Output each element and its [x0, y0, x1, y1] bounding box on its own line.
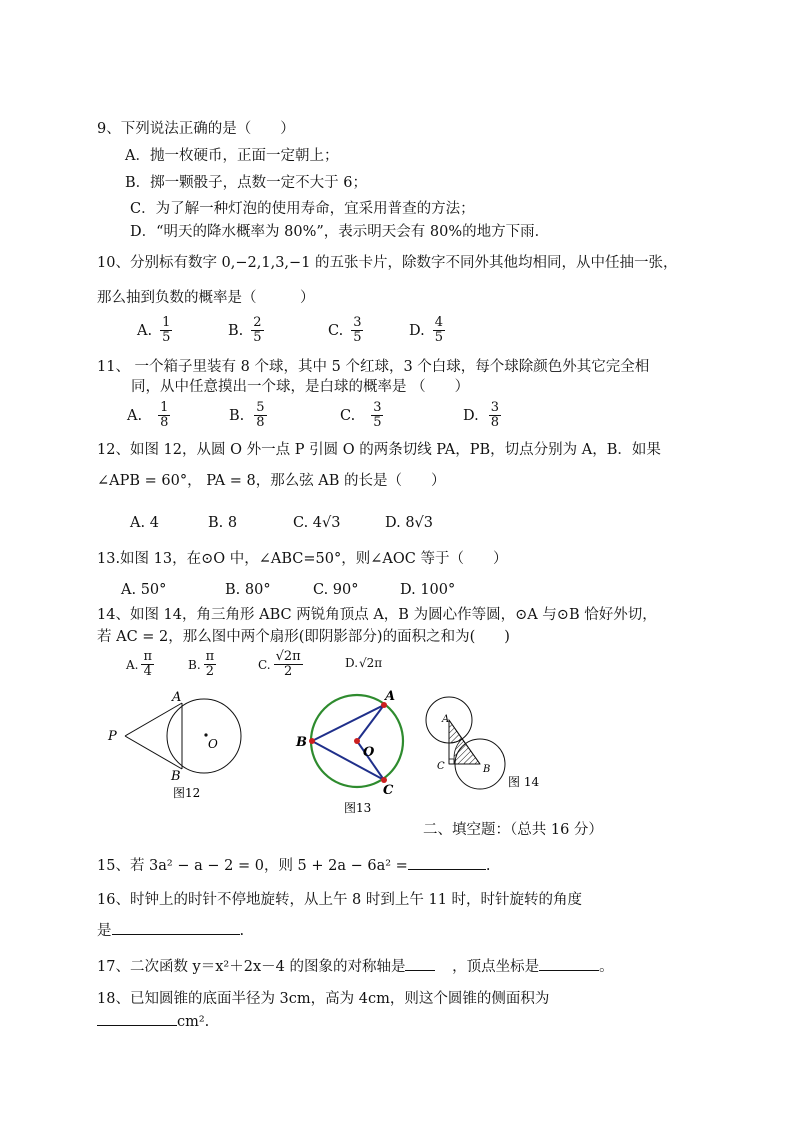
q11-stem-1: 11、 一个箱子里装有 8 个球，其中 5 个红球，3 个白球，每个球除颜色外其它完全相	[97, 359, 650, 375]
fig12-tangent-pa	[125, 703, 182, 736]
q14-option-d: D. √2π	[345, 656, 383, 670]
q10-stem-1: 10、分别标有数字 0,−2,1,3,−1 的五张卡片，除数字不同外其他均相同，从中任抽一张，	[97, 255, 678, 271]
fig14-label-a: A	[442, 714, 450, 725]
fig12-label-b: B	[171, 769, 181, 784]
q12-option-c: C. 4√3	[293, 515, 341, 531]
q11-option-d: D. $\frac{3}{8}$	[463, 400, 499, 430]
fig13-label-o: O	[363, 745, 375, 760]
fig13-caption: 图13	[344, 801, 372, 815]
q9-stem: 9、下列说法正确的是（ ）	[97, 121, 295, 137]
fig13-label-c: C	[383, 783, 394, 798]
q10-option-b: B. $\frac{2}{5}$	[228, 315, 262, 345]
q12-option-b: B. 8	[208, 515, 238, 531]
q9-option-c: C．为了解一种灯泡的使用寿命，宜采用普查的方法；	[130, 201, 475, 217]
q12-option-a: A. 4	[130, 515, 159, 531]
q14-option-b: B. $\frac{\pi}{2}$	[188, 649, 215, 679]
q13-stem: 13.如图 13，在⊙O 中，∠ABC=50°，则∠AOC 等于（ ）	[97, 551, 508, 567]
fig14-label-b: B	[483, 764, 491, 775]
q13-option-d: D. 100°	[400, 582, 456, 598]
fig12-label-a: A	[172, 690, 182, 705]
q14-option-a: A. $\frac{\pi}{4}$	[126, 649, 153, 679]
q16-line-2: 是 .	[97, 923, 245, 939]
q18-blank[interactable]	[97, 1025, 177, 1026]
q10-option-c: C. $\frac{3}{5}$	[328, 315, 362, 345]
q11-option-c: C. $\frac{3}{5}$	[340, 400, 382, 430]
fig13-label-a: A	[385, 689, 396, 704]
section-2-heading: 二、填空题：（总共 16 分）	[423, 822, 603, 838]
fig14-label-c: C	[437, 761, 445, 772]
q10-option-a: A. $\frac{1}{5}$	[137, 315, 171, 345]
fig12-label-o: O	[208, 737, 218, 751]
fig14-right-angle	[449, 759, 454, 764]
q14-option-c: C. $\frac{√2\pi}{2}$	[258, 649, 301, 679]
fig13-point-o	[354, 738, 360, 744]
q9-option-b: B．掷一颗骰子，点数一定不大于 6；	[125, 175, 367, 191]
fig12-tangent-pb	[125, 736, 182, 769]
q9-option-d: D．“明天的降水概率为 80%”，表示明天会有 80%的地方下雨．	[130, 224, 550, 240]
q13-option-b: B. 80°	[225, 582, 271, 598]
q18-line-1: 18、已知圆锥的底面半径为 3cm，高为 4cm，则这个圆锥的侧面积为	[97, 991, 550, 1007]
q11-stem-2: 同，从中任意摸出一个球，是白球的概率是 （ ）	[131, 379, 470, 395]
q10-stem-2: 那么抽到负数的概率是（ ）	[97, 290, 315, 306]
q12-stem-2: ∠APB = 60°， PA = 8，那么弦 AB 的长是（ ）	[97, 473, 446, 489]
q14-stem-2: 若 AC = 2，那么图中两个扇形(即阴影部分)的面积之和为( )	[97, 629, 510, 645]
q14-stem-1: 14、如图 14，角三角形 ABC 两锐角顶点 A，B 为圆心作等圆，⊙A 与⊙B 恰好外切，	[97, 607, 657, 623]
q16-blank[interactable]	[112, 934, 240, 935]
fig13-label-b: B	[296, 735, 307, 750]
q17: 17、二次函数 y＝x²＋2x－4 的图象的对称轴是 ，顶点坐标是 。	[97, 959, 614, 975]
q17-blank-vertex[interactable]	[539, 970, 599, 971]
q15-blank[interactable]	[408, 869, 486, 870]
q11-option-b: B. $\frac{5}{8}$	[229, 400, 265, 430]
q10-option-d: D. $\frac{4}{5}$	[409, 315, 443, 345]
q17-blank-axis[interactable]	[405, 970, 435, 971]
fig12-circle	[167, 699, 241, 773]
fig13-side-oa	[357, 705, 384, 741]
q18-line-2: cm².	[97, 1012, 209, 1032]
fig12-caption: 图12	[173, 786, 201, 800]
figure-14	[418, 696, 548, 796]
q13-option-a: A. 50°	[121, 582, 167, 598]
q12-stem-1: 12、如图 12，从圆 O 外一点 P 引圆 O 的两条切线 PA，PB，切点分别为 A，B．如果	[97, 442, 661, 458]
q9-option-a: A．抛一枚硬币，正面一定朝上；	[125, 148, 339, 164]
q15: 15、若 3a² − a − 2 = 0，则 5 + 2a − 6a² = .	[97, 858, 491, 874]
q13-option-c: C. 90°	[313, 582, 359, 598]
figure-12	[100, 688, 260, 803]
fig13-point-b	[309, 738, 315, 744]
q16-line-1: 16、时钟上的时针不停地旋转，从上午 8 时到上午 11 时，时针旋转的角度	[97, 892, 583, 908]
q12-option-d: D. 8√3	[385, 515, 434, 531]
q11-option-a: A. $\frac{1}{8}$	[127, 400, 169, 430]
figure-13	[290, 684, 420, 819]
fig14-caption: 图 14	[508, 775, 540, 789]
fig12-label-p: P	[108, 729, 117, 744]
